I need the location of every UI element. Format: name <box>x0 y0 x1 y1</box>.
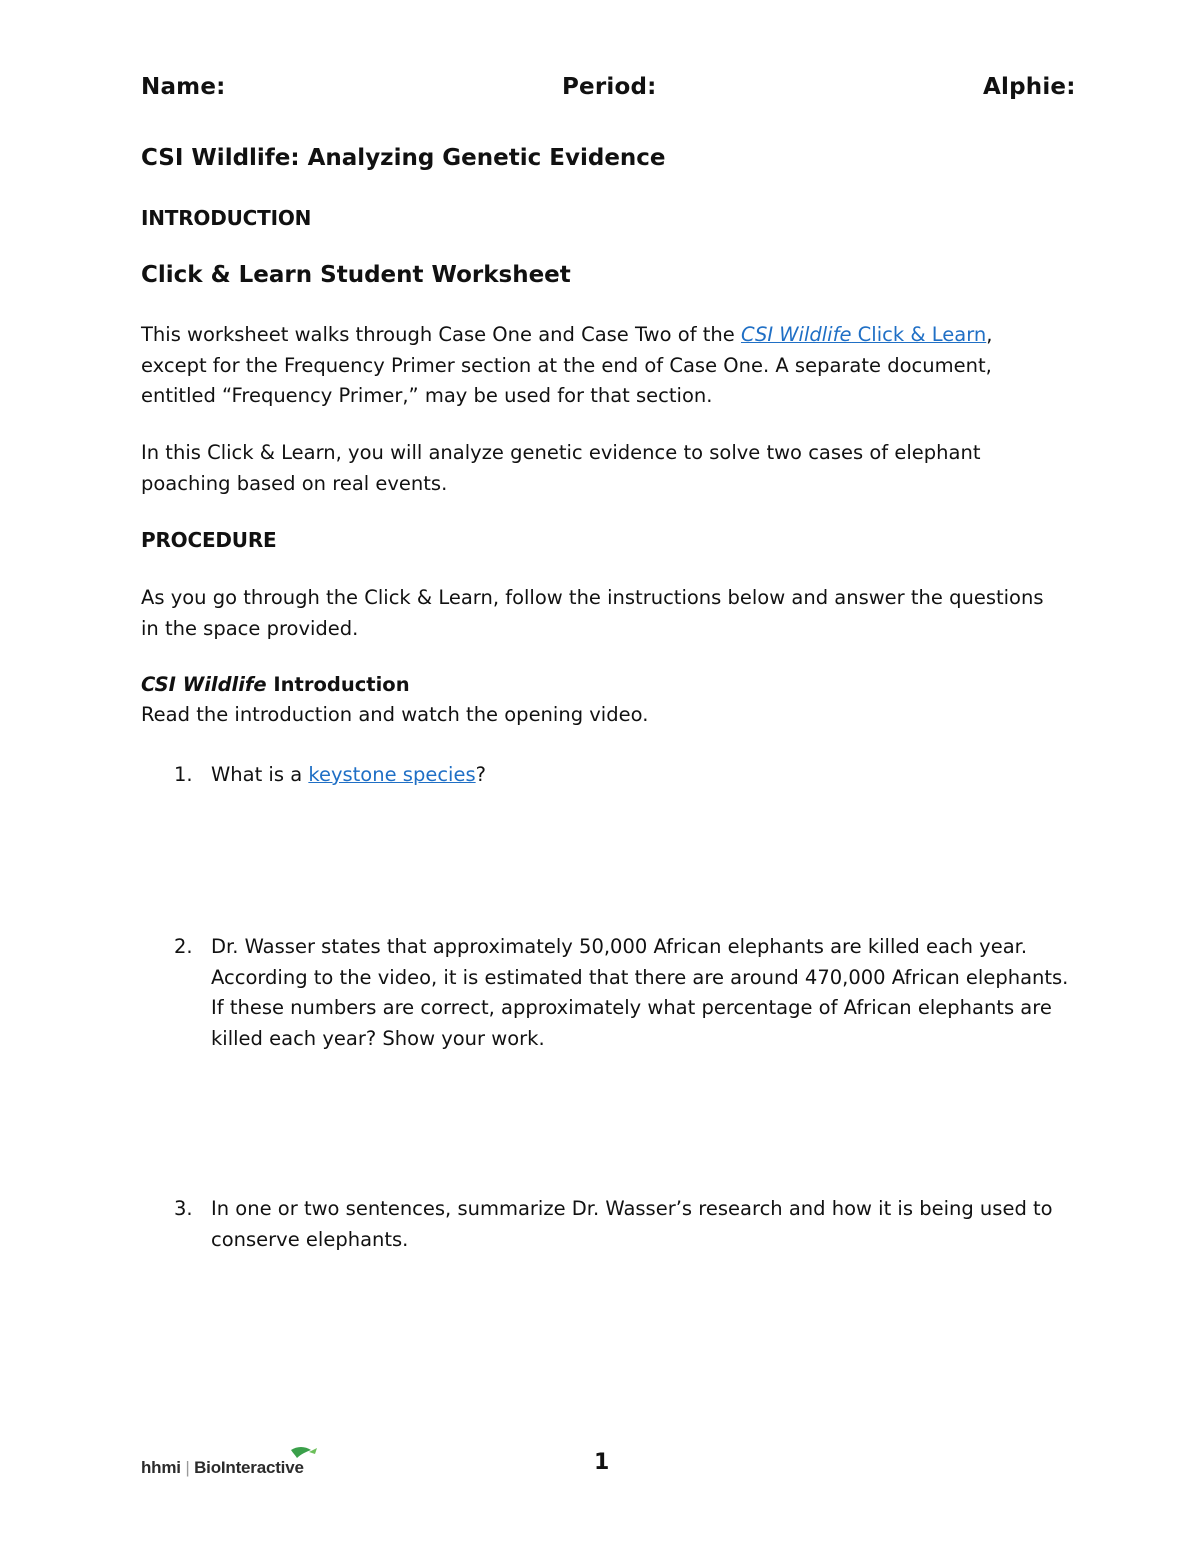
intro-text-before-link: This worksheet walks through Case One and Case Two of the <box>141 323 741 346</box>
logo-biointeractive-text: BioInteractive <box>194 1458 304 1477</box>
question-2-text: Dr. Wasser states that approximately 50,000 African elephants are killed each year. According to the video, it is estimated that there are around 470,000 African elephants. If these numbers are correct, approximately what percentage of African elephants are killed each year? Show your work. <box>211 935 1069 1050</box>
hhmi-biointeractive-logo <box>141 1444 323 1480</box>
intro-text-after-link: , except for the Frequency Primer section at the end of Case One. A separate document, entitled “Frequency Primer,” may be used for that section. <box>141 323 993 407</box>
question-3-number: 3. <box>174 1197 193 1220</box>
procedure-paragraph: As you go through the Click & Learn, follow the instructions below and answer the questions in the space provided. <box>141 586 1044 640</box>
procedure-heading: PROCEDURE <box>141 528 277 552</box>
link-italic-part: CSI Wildlife <box>740 323 852 346</box>
logo-leaf-icon <box>291 1447 311 1458</box>
document-title: CSI Wildlife: Analyzing Genetic Evidence <box>141 145 666 171</box>
question-1-number: 1. <box>174 763 193 786</box>
intro-paragraph <box>141 320 1061 412</box>
subsection-title <box>141 673 410 696</box>
question-1-text <box>211 760 1071 791</box>
csi-wildlife-click-learn-link[interactable] <box>741 323 986 346</box>
logo-leaf-tip-icon <box>309 1448 317 1454</box>
subsection-title-rest: Introduction <box>266 673 410 696</box>
logo-hhmi-text: hhmi <box>141 1458 181 1477</box>
question-3-text: In one or two sentences, summarize Dr. Wasser’s research and how it is being used to conserve elephants. <box>211 1197 1053 1251</box>
introduction-heading: INTRODUCTION <box>141 206 312 230</box>
page-number: 1 <box>594 1450 610 1475</box>
question-1-text-before-link: What is a <box>211 763 309 786</box>
subsection-title-italic: CSI Wildlife <box>141 673 267 696</box>
name-label: Name: <box>141 74 226 100</box>
question-2-number: 2. <box>174 935 193 958</box>
link-rest-part: Click & Learn <box>851 323 987 346</box>
alphie-label: Alphie: <box>983 74 1076 100</box>
logo-separator: | <box>185 1458 190 1477</box>
keystone-species-link[interactable]: keystone species <box>308 763 476 786</box>
subsection-instruction: Read the introduction and watch the opening video. <box>141 703 649 726</box>
question-1-text-after-link: ? <box>475 763 486 786</box>
period-label: Period: <box>562 74 657 100</box>
worksheet-title: Click & Learn Student Worksheet <box>141 262 571 288</box>
intro-paragraph-2: In this Click & Learn, you will analyze genetic evidence to solve two cases of elephant poaching based on real events. <box>141 441 981 495</box>
